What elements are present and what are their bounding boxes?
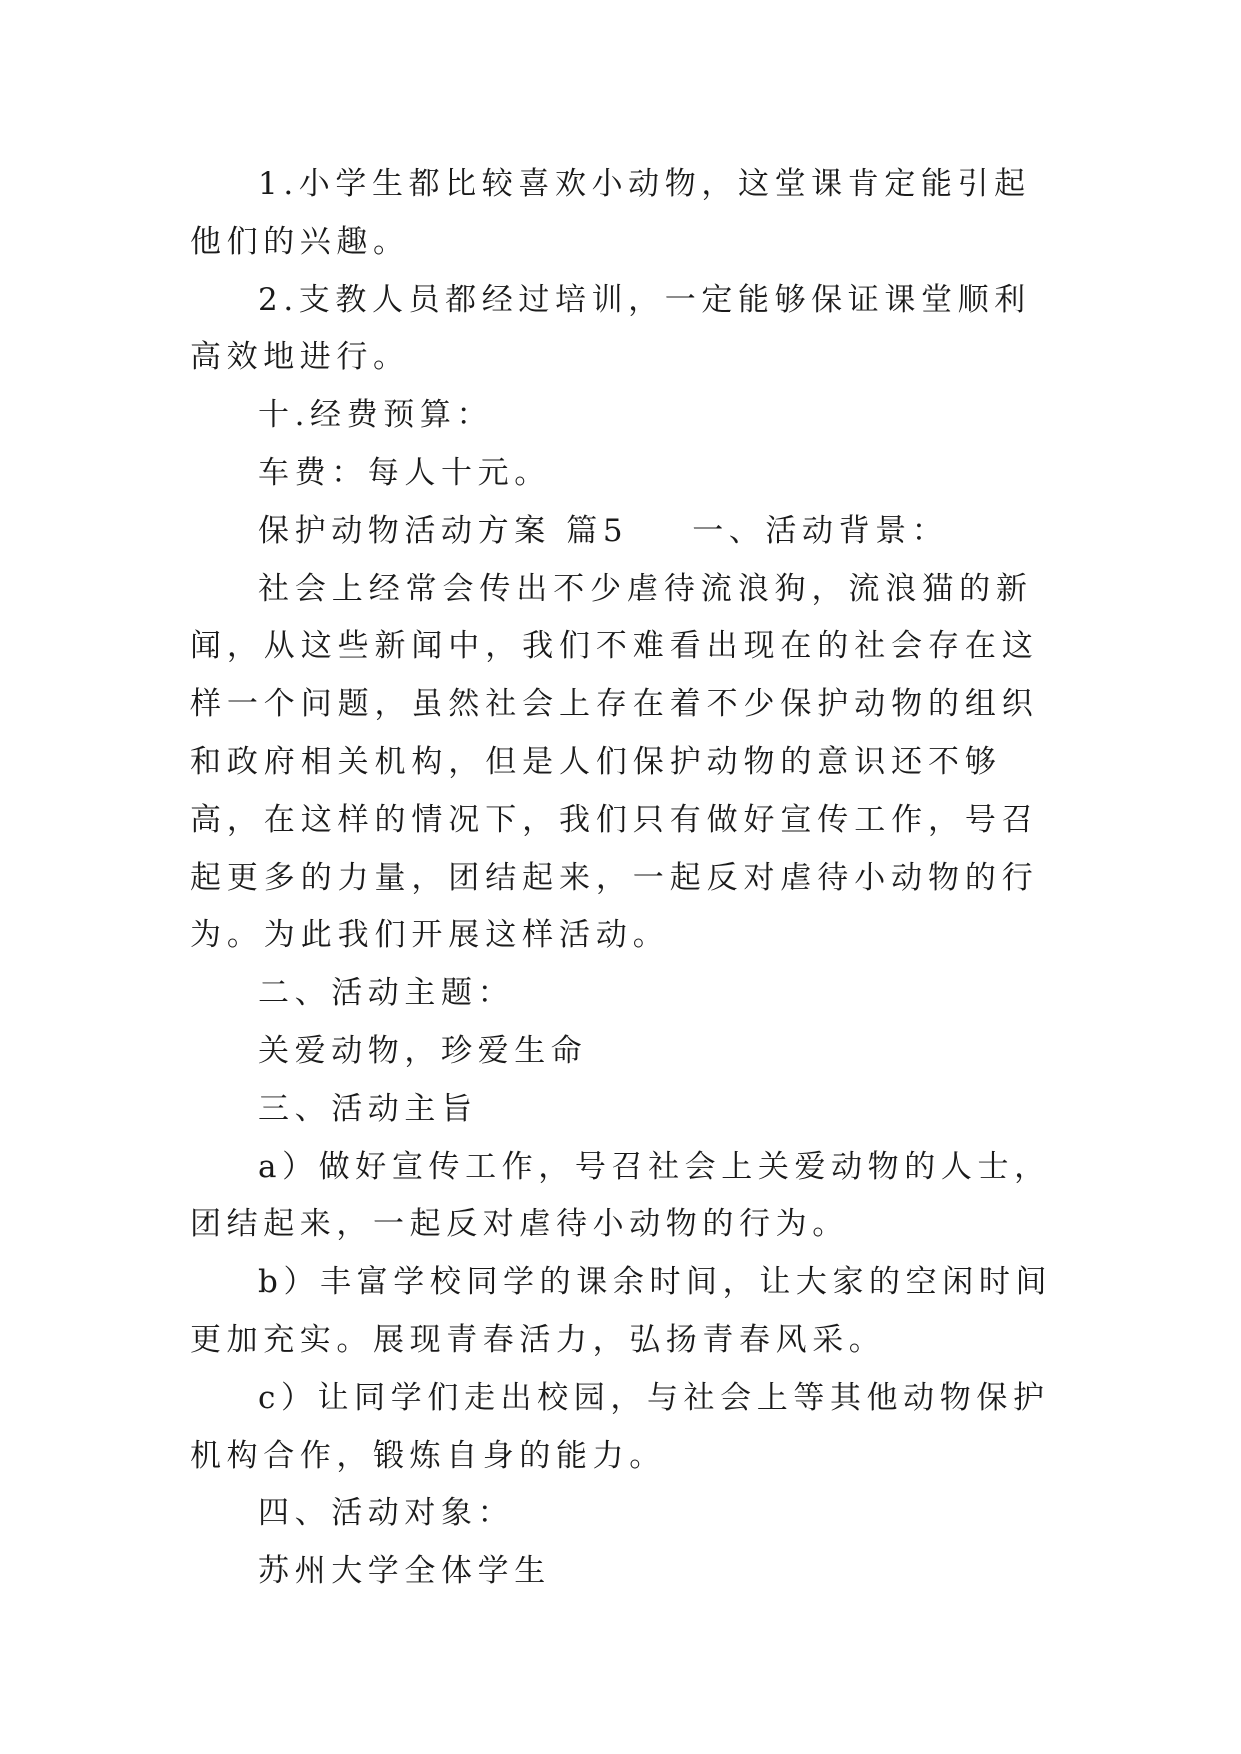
heading-budget: 十.经费预算：: [258, 397, 494, 434]
paragraph-theme: 关爱动物，珍爱生命: [258, 1032, 588, 1069]
paragraph-fare: 车费：每人十元。: [258, 454, 551, 491]
heading-background: 一、活动背景：: [692, 512, 949, 549]
paragraph-purpose-c: c）让同学们走出校园，与社会上等其他动物保护机构合作，锻炼自身的能力。: [190, 1379, 1050, 1474]
paragraph-audience: 苏州大学全体学生: [258, 1553, 551, 1590]
paragraph-purpose-a: a）做好宣传工作，号召社会上关爱动物的人士，团结起来，一起反对虐待小动物的行为。: [190, 1148, 1051, 1243]
paragraph-background: 社会上经常会传出不少虐待流浪狗，流浪猫的新闻，从这些新闻中，我们不难看出现在的社会存在这样一个问题，虽然社会上存在着不少保护动物的组织和政府相关机构，但是人们保护动物的意识还不够高，在这样的情况下，我们只有做好宣传工作，号召起更多的力量，团结起来，一起反对虐待小动物的行为。为此我们开展这样活动。: [190, 570, 1039, 954]
heading-audience: 四、活动对象：: [258, 1495, 515, 1532]
paragraph-point-1: 1.小学生都比较喜欢小动物，这堂课肯定能引起他们的兴趣。: [190, 166, 1031, 260]
heading-purpose: 三、活动主旨: [258, 1090, 478, 1127]
paragraph-point-2: 2.支教人员都经过培训，一定能够保证课堂顺利高效地进行。: [190, 281, 1031, 376]
document-body: [190, 156, 1060, 1601]
heading-theme: 二、活动主题：: [258, 975, 515, 1012]
section-title: 保护动物活动方案 篇5: [258, 512, 629, 549]
paragraph-purpose-b: b）丰富学校同学的课余时间，让大家的空闲时间更加充实。展现青春活力，弘扬青春风采。: [190, 1264, 1053, 1358]
section-title-line: [190, 503, 1060, 561]
